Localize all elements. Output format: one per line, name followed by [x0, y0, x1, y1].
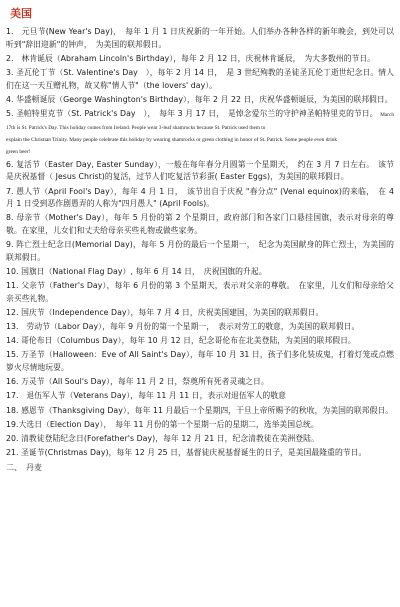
holiday-item-2: 2. 林肯诞辰（Abraham Lincoln's Birthday），每年 2 月 12 日，庆祝林肯诞辰， 为大多数州的节日。	[6, 53, 376, 63]
holiday-item-5-english-inline: March 17th is St. Patrick's Day. This holiday comes from Ireland. People wear 3-leaf shamrocks because St. Patrick used them to	[6, 111, 394, 131]
holiday-item-5-text: 5. 圣帕特里克节（St. Patrick's Day ）， 每年 3 月 17 日， 是悼念爱尔兰的守护神圣帕特里克的节日。	[6, 108, 378, 118]
holiday-item-17: 17. 退伍军人节（Veterans Day），每年 11 月 11 日，表示对退伍军人的敬意	[6, 391, 286, 401]
holiday-item-6: 6. 复活节（Easter Day, Easter Sunday），一般在每年春分月圆第一个星期天， 约在 3 月 7 日左右。 该节是庆祝基督（ Jesus Christ)的复活，过节人们吃复活节彩蛋( Easter Eggs)，为美国的联邦假日。	[6, 159, 394, 182]
holiday-item-5-english-line-1: explain the Christian Trinity. Many people celebrate this holiday by wearing shamrocks or green clothing in honor of St. Patrick. Some people even drink	[6, 136, 338, 143]
section-title-usa: 美国	[10, 7, 32, 20]
holiday-item-8: 8. 母亲节（Mother's Day），每年 5 月份的第 2 个星期日，政府部门和各家门口悬挂国旗，表示对母亲的尊敬。在家里，儿女们和丈夫给母亲买些礼物或做些家务。	[6, 213, 394, 235]
holiday-item-3: 3. 圣瓦伦丁节（St. Valentine's Day ），每年 2 月 14 日， 是 3 世纪殉教的圣徒圣瓦伦丁逝世纪念日。情人们在这一天互赠礼物，故又称"情人节"（the lovers' day）。	[6, 67, 394, 90]
holiday-item-16: 16. 万灵节（All Soul's Day），每年 11 月 2 日，祭奠所有死者灵魂之日。	[6, 377, 269, 387]
holiday-item-11: 11. 父亲节（Father's Day），每年 6 月份的第 3 个星期天，表示对父亲的尊敬。 在家里，儿女们和母亲给父亲买些礼物。	[6, 281, 394, 303]
holiday-item-1: 1. 元旦节(New Year's Day)， 每年 1 月 1 日庆祝新的一年开始。人们举办各种各样的新年晚会，到处可以听到"辞旧迎新"的钟声， 为美国的联邦假日。	[6, 27, 394, 49]
holiday-item-5-english-line-2: green beer!	[6, 148, 31, 155]
holiday-item-9: 9. 阵亡烈士纪念日(Memorial Day)，每年 5 月份的最后一个星期一， 纪念为美国献身的阵亡烈士，为美国的联邦假日。	[6, 240, 394, 262]
holiday-item-4: 4. 华盛顿诞辰（George Washington's Birthday），每年 2 月 22 日，庆祝华盛顿诞辰，为美国的联邦假日。	[6, 94, 393, 104]
section-title-denmark: 二、 丹麦	[6, 463, 42, 473]
holiday-item-12: 12. 国庆节（Independence Day），每年 7 月 4 日，庆祝美国建国，为美国的联邦假日。	[6, 307, 324, 317]
holiday-item-20: 20. 清教徒登陆纪念日(Forefather's Day)，每年 12 月 21 日，纪念清教徒在美洲登陆。	[6, 433, 319, 443]
holiday-item-15: 15. 万圣节（Halloween：Eve of All Saint's Day），每年 10 月 31 日，孩子们多化装成鬼，打着灯笼或点燃箩火尽情地玩耍。	[6, 350, 394, 372]
holiday-item-13: 13. 劳动节（Labor Day），每年 9 月份的第一个星期一， 表示对劳工的敬意，为美国的联邦假日。	[6, 322, 360, 331]
holiday-item-14: 14. 哥伦布日（Columbus Day），每年 10 月 12 日，纪念哥伦布在北美登陆，为美国的联邦假日。	[6, 336, 356, 346]
holiday-item-7: 7. 愚人节（April Fool's Day），每年 4 月 1 日， 该节出自于庆祝 "春分点" (Venal equinox)的来临， 在 4 月 1 日受到恶作剧愚弄的人称为"四月愚人" (April Fools)。	[6, 186, 394, 209]
holiday-item-18: 18. 感恩节（Thanksgiving Day），每年 11 月最后一个星期四，干旦上帝所赐予的秋收，为美国的联邦假日。	[6, 405, 394, 415]
document-page	[6, 6, 394, 475]
holiday-item-21: 21. 圣诞节(Christmas Day)，每年 12 月 25 日，基督徒庆祝基督诞生的日子，是美国最隆重的节日。	[6, 448, 367, 458]
holiday-item-10: 10. 国旗日（National Flag Day）, 每年 6 月 14 日， 庆祝国旗的升起。	[6, 266, 267, 276]
holiday-item-5	[6, 108, 394, 133]
holiday-item-19: 19.大选日（Election Day）， 每年 11 月份的第一个星期一后的星期二，选举美国总统。	[6, 419, 319, 429]
